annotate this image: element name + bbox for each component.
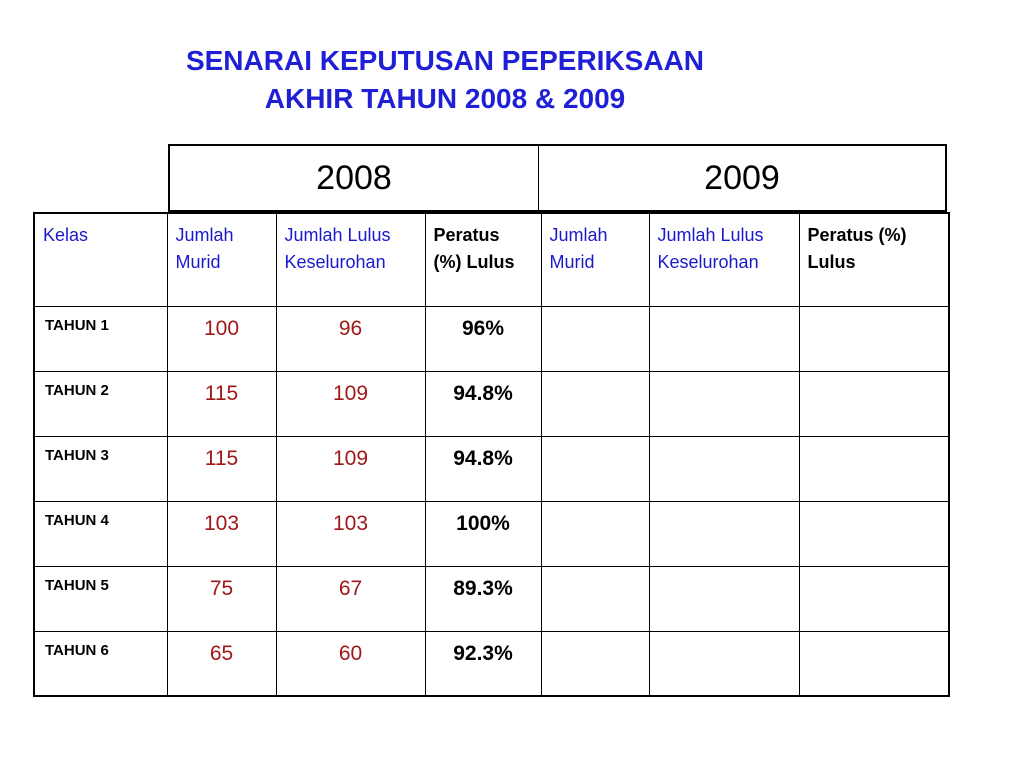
header-peratus-2009: Peratus (%) Lulus <box>799 213 949 306</box>
peratus-2009-cell <box>799 501 949 566</box>
peratus-2008-cell: 92.3% <box>425 631 541 696</box>
kelas-cell: TAHUN 2 <box>34 371 167 436</box>
peratus-2009-cell <box>799 631 949 696</box>
peratus-2009-cell <box>799 371 949 436</box>
murid-2008-cell: 115 <box>167 371 276 436</box>
lulus-2009-cell <box>649 371 799 436</box>
peratus-2009-cell <box>799 566 949 631</box>
lulus-2009-cell <box>649 566 799 631</box>
lulus-2008-cell: 103 <box>276 501 425 566</box>
title-line-2: AKHIR TAHUN 2008 & 2009 <box>264 83 626 114</box>
peratus-2008-cell: 96% <box>425 306 541 371</box>
murid-2009-cell <box>541 371 649 436</box>
lulus-2008-cell: 109 <box>276 371 425 436</box>
kelas-cell: TAHUN 1 <box>34 306 167 371</box>
table-row <box>34 631 949 696</box>
murid-2009-cell <box>541 631 649 696</box>
header-jumlah-murid-2009: Jumlah Murid <box>541 213 649 306</box>
header-jumlah-lulus-2008: Jumlah Lulus Keselurohan <box>276 213 425 306</box>
page-title <box>60 42 830 118</box>
murid-2008-cell: 103 <box>167 501 276 566</box>
murid-2008-cell: 115 <box>167 436 276 501</box>
table-row <box>34 501 949 566</box>
year-header <box>168 144 947 212</box>
lulus-2008-cell: 109 <box>276 436 425 501</box>
peratus-2008-cell: 94.8% <box>425 371 541 436</box>
table-row <box>34 566 949 631</box>
murid-2008-cell: 75 <box>167 566 276 631</box>
lulus-2009-cell <box>649 501 799 566</box>
results-table <box>33 212 950 697</box>
kelas-cell: TAHUN 4 <box>34 501 167 566</box>
murid-2009-cell <box>541 436 649 501</box>
table-header-row <box>34 213 949 306</box>
lulus-2008-cell: 67 <box>276 566 425 631</box>
header-kelas: Kelas <box>34 213 167 306</box>
table-row <box>34 306 949 371</box>
murid-2009-cell <box>541 566 649 631</box>
lulus-2008-cell: 96 <box>276 306 425 371</box>
peratus-2009-cell <box>799 436 949 501</box>
peratus-2008-cell: 89.3% <box>425 566 541 631</box>
lulus-2009-cell <box>649 306 799 371</box>
year-2009-header: 2009 <box>704 158 780 197</box>
kelas-cell: TAHUN 5 <box>34 566 167 631</box>
murid-2009-cell <box>541 306 649 371</box>
title-line-1: SENARAI KEPUTUSAN PEPERIKSAAN <box>185 45 705 76</box>
murid-2008-cell: 65 <box>167 631 276 696</box>
lulus-2008-cell: 60 <box>276 631 425 696</box>
lulus-2009-cell <box>649 631 799 696</box>
peratus-2008-cell: 100% <box>425 501 541 566</box>
header-jumlah-murid-2008: Jumlah Murid <box>167 213 276 306</box>
murid-2009-cell <box>541 501 649 566</box>
table-row <box>34 371 949 436</box>
kelas-cell: TAHUN 6 <box>34 631 167 696</box>
peratus-2008-cell: 94.8% <box>425 436 541 501</box>
lulus-2009-cell <box>649 436 799 501</box>
table-row <box>34 436 949 501</box>
header-jumlah-lulus-2009: Jumlah Lulus Keselurohan <box>649 213 799 306</box>
year-2008-header: 2008 <box>170 146 539 210</box>
murid-2008-cell: 100 <box>167 306 276 371</box>
header-peratus-2008: Peratus (%) Lulus <box>425 213 541 306</box>
peratus-2009-cell <box>799 306 949 371</box>
kelas-cell: TAHUN 3 <box>34 436 167 501</box>
